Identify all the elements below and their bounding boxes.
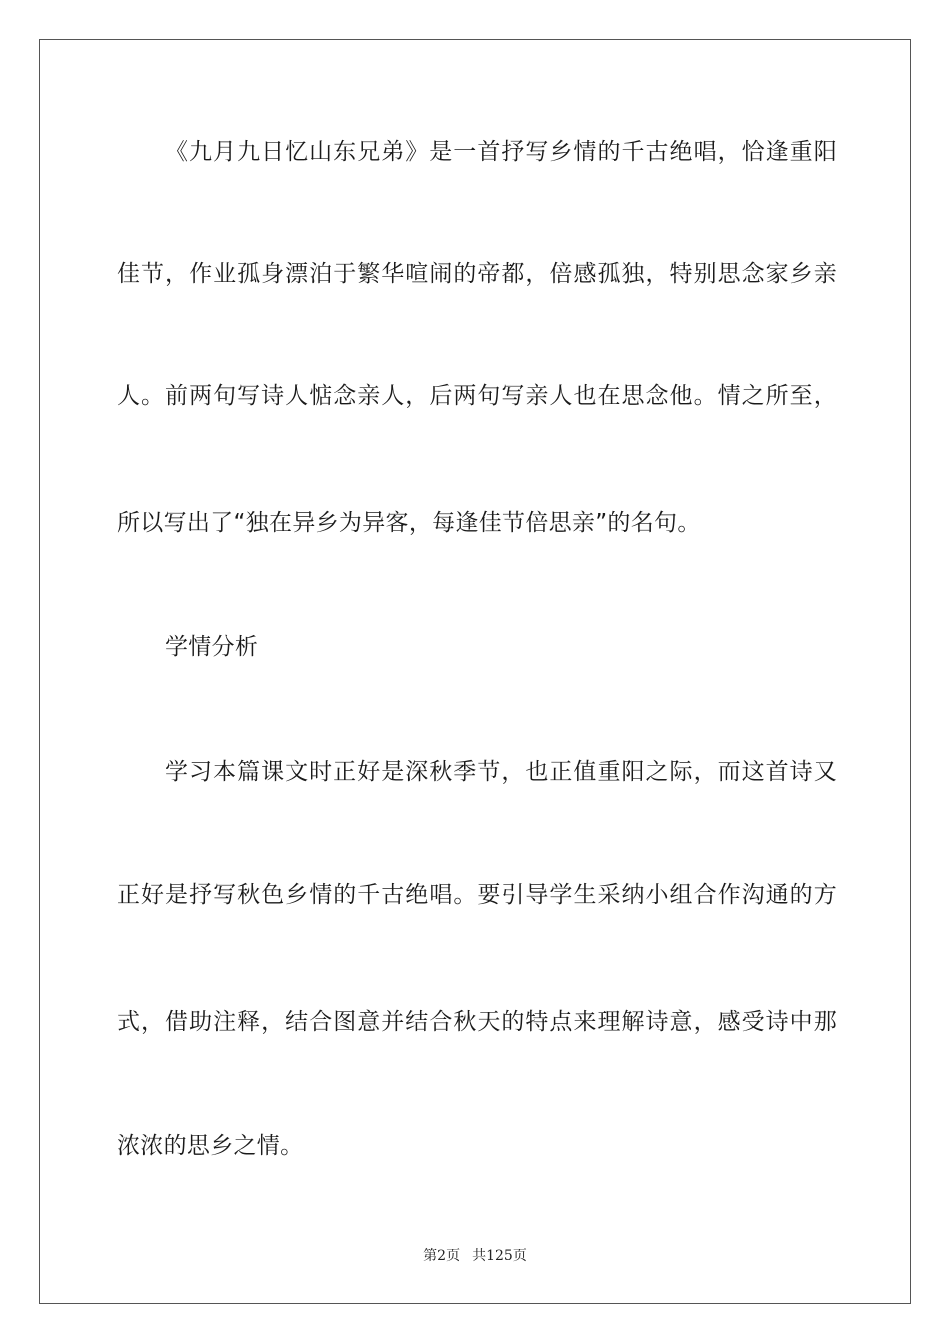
paragraph-1-line-2: 佳节，作业孤身漂泊于繁华喧闹的帝都，倍感孤独，特别思念家乡亲 — [117, 261, 837, 287]
page-footer — [0, 1246, 950, 1266]
total-pages: 共125页 — [472, 1248, 527, 1264]
paragraph-1-line-4: 所以写出了“独在异乡为异客，每逢佳节倍思亲”的名句。 — [117, 510, 701, 536]
section-heading: 学情分析 — [165, 634, 259, 660]
paragraph-2-line-3: 式，借助注释，结合图意并结合秋天的特点来理解诗意，感受诗中那 — [117, 1009, 837, 1035]
paragraph-1-line-1: 《九月九日忆山东兄弟》是一首抒写乡情的千古绝唱，恰逢重阳 — [165, 139, 837, 165]
paragraph-2-line-4: 浓浓的思乡之情。 — [117, 1133, 304, 1159]
paragraph-1-line-3: 人。前两句写诗人惦念亲人，后两句写亲人也在思念他。情之所至， — [117, 383, 837, 409]
page-number: 第2页 — [423, 1248, 461, 1264]
paragraph-2-line-1: 学习本篇课文时正好是深秋季节，也正值重阳之际，而这首诗又 — [165, 759, 837, 785]
page-border — [39, 39, 911, 1304]
paragraph-2-line-2: 正好是抒写秋色乡情的千古绝唱。要引导学生采纳小组合作沟通的方 — [117, 882, 837, 908]
